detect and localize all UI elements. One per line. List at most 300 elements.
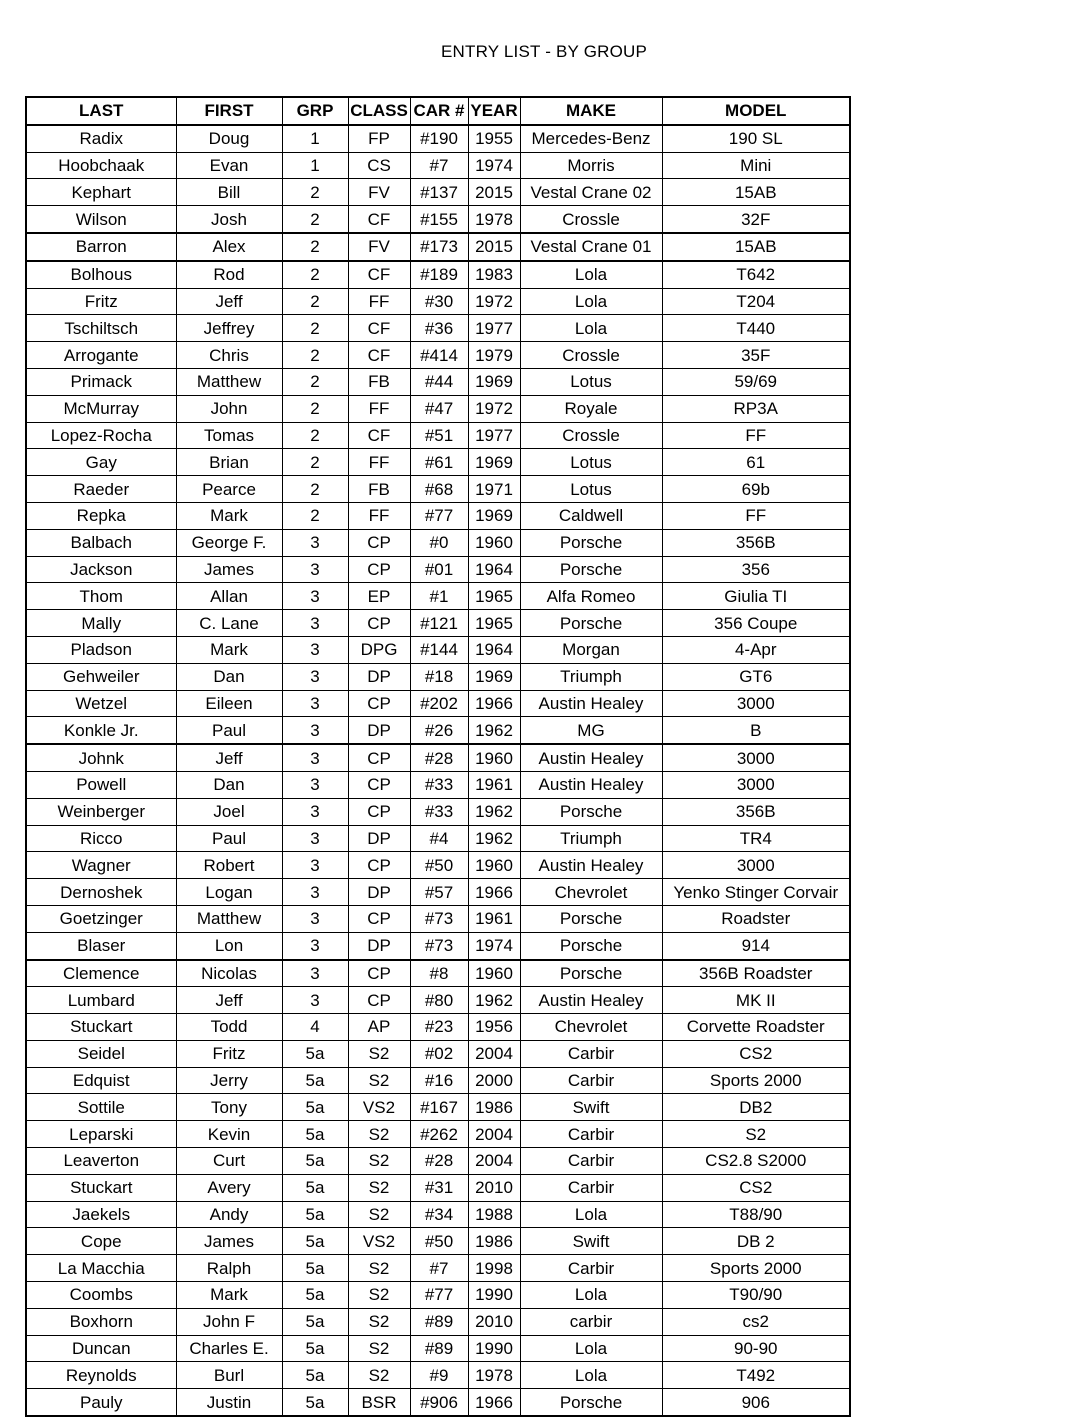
col-model-cell: T492 <box>662 1362 850 1389</box>
col-make-cell: Chevrolet <box>520 879 662 906</box>
col-grp-cell: 5a <box>282 1282 348 1309</box>
col-car-number-cell: #31 <box>410 1174 468 1201</box>
col-year-cell: 1962 <box>468 825 520 852</box>
col-year-cell: 1962 <box>468 798 520 825</box>
col-make-cell: Lola <box>520 1335 662 1362</box>
col-make-cell: Porsche <box>520 610 662 637</box>
col-first-cell: James <box>176 556 282 583</box>
col-model-cell: 914 <box>662 932 850 959</box>
col-make-cell: Swift <box>520 1094 662 1121</box>
table-row <box>26 1148 850 1175</box>
col-model-cell: DB 2 <box>662 1228 850 1255</box>
col-first-cell: Josh <box>176 206 282 233</box>
col-grp-cell: 3 <box>282 610 348 637</box>
col-car-number-cell: #414 <box>410 342 468 369</box>
col-car-number-cell: #68 <box>410 476 468 503</box>
col-car-number-cell: #189 <box>410 261 468 288</box>
col-car-number-cell: #18 <box>410 663 468 690</box>
col-model-cell: 69b <box>662 476 850 503</box>
col-class-cell: S2 <box>348 1335 410 1362</box>
col-grp-cell: 3 <box>282 556 348 583</box>
col-grp-cell: 3 <box>282 663 348 690</box>
col-grp-cell: 1 <box>282 125 348 152</box>
col-make-cell: Porsche <box>520 905 662 932</box>
col-class-cell: DP <box>348 717 410 744</box>
col-class-header: CLASS <box>348 97 410 125</box>
col-grp-cell: 3 <box>282 798 348 825</box>
table-row <box>26 315 850 342</box>
col-grp-cell: 5a <box>282 1040 348 1067</box>
col-first-cell: Matthew <box>176 368 282 395</box>
col-last-cell: Lumbard <box>26 987 176 1014</box>
col-model-cell: MK II <box>662 987 850 1014</box>
col-year-cell: 1972 <box>468 395 520 422</box>
table-row <box>26 771 850 798</box>
col-last-cell: Fritz <box>26 288 176 315</box>
col-year-cell: 1965 <box>468 583 520 610</box>
table-row <box>26 1201 850 1228</box>
col-first-cell: C. Lane <box>176 610 282 637</box>
col-last-header: LAST <box>26 97 176 125</box>
table-row <box>26 798 850 825</box>
col-car-number-cell: #33 <box>410 798 468 825</box>
col-car-number-cell: #01 <box>410 556 468 583</box>
col-year-cell: 1966 <box>468 879 520 906</box>
col-class-cell: S2 <box>348 1201 410 1228</box>
col-car-number-cell: #4 <box>410 825 468 852</box>
col-model-cell: 3000 <box>662 744 850 771</box>
col-last-cell: Coombs <box>26 1282 176 1309</box>
col-class-cell: DP <box>348 932 410 959</box>
col-year-cell: 2000 <box>468 1067 520 1094</box>
col-year-cell: 1966 <box>468 690 520 717</box>
col-car-number-cell: #28 <box>410 1148 468 1175</box>
col-model-cell: FF <box>662 422 850 449</box>
col-year-cell: 1962 <box>468 717 520 744</box>
col-first-cell: Tony <box>176 1094 282 1121</box>
col-first-cell: Evan <box>176 152 282 179</box>
col-grp-cell: 3 <box>282 987 348 1014</box>
col-last-cell: Sottile <box>26 1094 176 1121</box>
col-model-cell: 35F <box>662 342 850 369</box>
col-car-number-cell: #89 <box>410 1308 468 1335</box>
table-row <box>26 1174 850 1201</box>
col-model-cell: 15AB <box>662 179 850 206</box>
col-year-cell: 1979 <box>468 342 520 369</box>
col-car-number-cell: #144 <box>410 636 468 663</box>
col-model-cell: RP3A <box>662 395 850 422</box>
col-model-cell: FF <box>662 502 850 529</box>
col-grp-cell: 2 <box>282 233 348 261</box>
col-model-cell: Mini <box>662 152 850 179</box>
table-row <box>26 932 850 959</box>
col-last-cell: Arrogante <box>26 342 176 369</box>
col-make-cell: Mercedes-Benz <box>520 125 662 152</box>
col-model-cell: CS2 <box>662 1174 850 1201</box>
table-row <box>26 1014 850 1041</box>
col-year-cell: 1961 <box>468 771 520 798</box>
col-last-cell: Stuckart <box>26 1174 176 1201</box>
col-first-cell: Tomas <box>176 422 282 449</box>
table-row <box>26 960 850 987</box>
col-model-cell: CS2.8 S2000 <box>662 1148 850 1175</box>
col-first-cell: Paul <box>176 825 282 852</box>
col-class-cell: S2 <box>348 1282 410 1309</box>
col-year-cell: 1961 <box>468 905 520 932</box>
table-row <box>26 825 850 852</box>
col-year-cell: 1960 <box>468 744 520 771</box>
col-year-cell: 2004 <box>468 1040 520 1067</box>
col-make-cell: Carbir <box>520 1148 662 1175</box>
col-make-cell: Austin Healey <box>520 744 662 771</box>
col-grp-cell: 2 <box>282 261 348 288</box>
col-class-cell: FF <box>348 449 410 476</box>
col-grp-cell: 5a <box>282 1228 348 1255</box>
col-grp-cell: 2 <box>282 449 348 476</box>
col-grp-cell: 5a <box>282 1201 348 1228</box>
col-model-cell: T204 <box>662 288 850 315</box>
col-first-cell: Jeffrey <box>176 315 282 342</box>
col-class-cell: CP <box>348 905 410 932</box>
col-last-cell: Seidel <box>26 1040 176 1067</box>
col-model-cell: Sports 2000 <box>662 1255 850 1282</box>
col-car-number-cell: #80 <box>410 987 468 1014</box>
col-grp-cell: 3 <box>282 690 348 717</box>
col-year-cell: 1998 <box>468 1255 520 1282</box>
col-make-cell: Lotus <box>520 476 662 503</box>
col-last-cell: Johnk <box>26 744 176 771</box>
col-model-cell: 3000 <box>662 852 850 879</box>
col-model-cell: Sports 2000 <box>662 1067 850 1094</box>
col-grp-cell: 5a <box>282 1094 348 1121</box>
table-row <box>26 233 850 261</box>
col-car-number-cell: #34 <box>410 1201 468 1228</box>
col-last-cell: Ricco <box>26 825 176 852</box>
col-first-cell: Chris <box>176 342 282 369</box>
col-last-cell: Mally <box>26 610 176 637</box>
col-class-cell: FV <box>348 179 410 206</box>
col-model-cell: cs2 <box>662 1308 850 1335</box>
col-class-cell: CP <box>348 798 410 825</box>
col-class-cell: VS2 <box>348 1228 410 1255</box>
col-model-cell: T88/90 <box>662 1201 850 1228</box>
table-row <box>26 1067 850 1094</box>
col-grp-cell: 2 <box>282 422 348 449</box>
col-class-cell: FB <box>348 476 410 503</box>
col-last-cell: Wilson <box>26 206 176 233</box>
col-car-number-cell: #77 <box>410 502 468 529</box>
col-class-cell: CP <box>348 610 410 637</box>
col-last-cell: Primack <box>26 368 176 395</box>
col-model-cell: T642 <box>662 261 850 288</box>
col-car-number-cell: #57 <box>410 879 468 906</box>
col-last-cell: Weinberger <box>26 798 176 825</box>
col-class-cell: FF <box>348 502 410 529</box>
col-model-cell: CS2 <box>662 1040 850 1067</box>
col-last-cell: Gehweiler <box>26 663 176 690</box>
col-last-cell: Clemence <box>26 960 176 987</box>
col-grp-cell: 3 <box>282 717 348 744</box>
table-row <box>26 125 850 152</box>
col-grp-cell: 3 <box>282 529 348 556</box>
col-model-cell: 190 SL <box>662 125 850 152</box>
col-car-number-cell: #26 <box>410 717 468 744</box>
col-year-cell: 1983 <box>468 261 520 288</box>
col-first-cell: John <box>176 395 282 422</box>
col-car-number-cell: #7 <box>410 152 468 179</box>
col-class-cell: CP <box>348 771 410 798</box>
col-make-cell: Vestal Crane 01 <box>520 233 662 261</box>
col-car-number-cell: #202 <box>410 690 468 717</box>
col-car-number-cell: #262 <box>410 1121 468 1148</box>
col-make-cell: Carbir <box>520 1121 662 1148</box>
col-last-cell: Blaser <box>26 932 176 959</box>
col-model-cell: 356B <box>662 798 850 825</box>
col-grp-cell: 5a <box>282 1362 348 1389</box>
col-car-number-cell: #02 <box>410 1040 468 1067</box>
col-model-cell: 61 <box>662 449 850 476</box>
col-class-cell: DP <box>348 825 410 852</box>
col-first-cell: Jeff <box>176 987 282 1014</box>
col-model-cell: GT6 <box>662 663 850 690</box>
col-model-cell: 90-90 <box>662 1335 850 1362</box>
col-car-number-cell: #0 <box>410 529 468 556</box>
col-class-cell: AP <box>348 1014 410 1041</box>
col-last-cell: Pauly <box>26 1389 176 1416</box>
entry-table <box>25 96 851 1417</box>
col-make-cell: Morris <box>520 152 662 179</box>
col-year-cell: 1974 <box>468 152 520 179</box>
col-first-cell: Bill <box>176 179 282 206</box>
col-grp-cell: 2 <box>282 502 348 529</box>
col-grp-cell: 2 <box>282 342 348 369</box>
col-grp-cell: 2 <box>282 179 348 206</box>
col-year-cell: 1969 <box>468 663 520 690</box>
col-grp-cell: 3 <box>282 932 348 959</box>
col-year-cell: 1956 <box>468 1014 520 1041</box>
col-model-cell: Giulia TI <box>662 583 850 610</box>
col-last-cell: Reynolds <box>26 1362 176 1389</box>
col-car-number-cell: #121 <box>410 610 468 637</box>
col-make-cell: Carbir <box>520 1255 662 1282</box>
col-make-cell: Porsche <box>520 960 662 987</box>
col-car-number-cell: #30 <box>410 288 468 315</box>
col-first-cell: Joel <box>176 798 282 825</box>
col-class-cell: CP <box>348 987 410 1014</box>
col-make-cell: Crossle <box>520 422 662 449</box>
col-first-cell: Mark <box>176 636 282 663</box>
col-car-number-cell: #1 <box>410 583 468 610</box>
col-last-cell: Cope <box>26 1228 176 1255</box>
col-make-cell: Lotus <box>520 449 662 476</box>
col-year-cell: 1986 <box>468 1094 520 1121</box>
col-last-cell: Dernoshek <box>26 879 176 906</box>
col-model-cell: 4-Apr <box>662 636 850 663</box>
col-year-cell: 1969 <box>468 368 520 395</box>
table-row <box>26 879 850 906</box>
col-grp-cell: 5a <box>282 1335 348 1362</box>
col-last-cell: Leparski <box>26 1121 176 1148</box>
col-first-cell: Eileen <box>176 690 282 717</box>
col-model-cell: 356B <box>662 529 850 556</box>
table-row <box>26 556 850 583</box>
table-row <box>26 261 850 288</box>
col-first-cell: Ralph <box>176 1255 282 1282</box>
col-grp-cell: 2 <box>282 476 348 503</box>
col-model-cell: 32F <box>662 206 850 233</box>
col-class-cell: CP <box>348 852 410 879</box>
col-class-cell: DP <box>348 663 410 690</box>
col-grp-cell: 3 <box>282 960 348 987</box>
col-first-cell: Alex <box>176 233 282 261</box>
col-last-cell: Bolhous <box>26 261 176 288</box>
col-make-cell: Vestal Crane 02 <box>520 179 662 206</box>
col-car-number-cell: #9 <box>410 1362 468 1389</box>
col-year-cell: 1988 <box>468 1201 520 1228</box>
col-first-cell: Curt <box>176 1148 282 1175</box>
col-make-cell: MG <box>520 717 662 744</box>
col-last-cell: Edquist <box>26 1067 176 1094</box>
col-year-cell: 1969 <box>468 449 520 476</box>
col-first-cell: Doug <box>176 125 282 152</box>
col-grp-cell: 5a <box>282 1067 348 1094</box>
table-row <box>26 610 850 637</box>
col-make-cell: Porsche <box>520 529 662 556</box>
col-grp-cell: 4 <box>282 1014 348 1041</box>
table-row <box>26 1121 850 1148</box>
col-make-cell: Lola <box>520 261 662 288</box>
col-class-cell: CP <box>348 529 410 556</box>
col-class-cell: FF <box>348 395 410 422</box>
col-car-number-cell: #190 <box>410 125 468 152</box>
col-model-header: MODEL <box>662 97 850 125</box>
col-make-cell: Royale <box>520 395 662 422</box>
col-year-cell: 2010 <box>468 1174 520 1201</box>
col-model-cell: Corvette Roadster <box>662 1014 850 1041</box>
col-year-cell: 1972 <box>468 288 520 315</box>
table-row <box>26 852 850 879</box>
col-make-cell: Porsche <box>520 1389 662 1416</box>
col-year-cell: 2015 <box>468 233 520 261</box>
col-first-cell: Justin <box>176 1389 282 1416</box>
col-year-cell: 1962 <box>468 987 520 1014</box>
col-make-cell: Austin Healey <box>520 987 662 1014</box>
col-model-cell: 356 Coupe <box>662 610 850 637</box>
col-last-cell: Pladson <box>26 636 176 663</box>
col-first-cell: Pearce <box>176 476 282 503</box>
col-model-cell: T440 <box>662 315 850 342</box>
col-class-cell: CP <box>348 690 410 717</box>
col-grp-cell: 5a <box>282 1121 348 1148</box>
col-first-cell: Kevin <box>176 1121 282 1148</box>
col-last-cell: Leaverton <box>26 1148 176 1175</box>
col-car-number-cell: #7 <box>410 1255 468 1282</box>
col-class-cell: S2 <box>348 1067 410 1094</box>
table-body <box>26 125 850 1416</box>
col-year-cell: 1966 <box>468 1389 520 1416</box>
col-grp-cell: 5a <box>282 1255 348 1282</box>
col-last-cell: Repka <box>26 502 176 529</box>
col-make-cell: Lola <box>520 1282 662 1309</box>
col-model-cell: DB2 <box>662 1094 850 1121</box>
table-row <box>26 717 850 744</box>
col-first-cell: Fritz <box>176 1040 282 1067</box>
col-grp-cell: 2 <box>282 315 348 342</box>
col-make-cell: Morgan <box>520 636 662 663</box>
col-first-cell: Mark <box>176 502 282 529</box>
col-model-cell: Roadster <box>662 905 850 932</box>
col-last-cell: Jaekels <box>26 1201 176 1228</box>
table-row <box>26 987 850 1014</box>
table-row <box>26 206 850 233</box>
col-car-number-cell: #50 <box>410 852 468 879</box>
col-make-cell: Austin Healey <box>520 690 662 717</box>
col-last-cell: Wetzel <box>26 690 176 717</box>
col-last-cell: Jackson <box>26 556 176 583</box>
col-last-cell: Raeder <box>26 476 176 503</box>
col-grp-cell: 5a <box>282 1389 348 1416</box>
col-grp-cell: 3 <box>282 744 348 771</box>
col-grp-header: GRP <box>282 97 348 125</box>
col-car-number-cell: #137 <box>410 179 468 206</box>
table-row <box>26 1040 850 1067</box>
col-model-cell: 59/69 <box>662 368 850 395</box>
col-make-cell: Austin Healey <box>520 852 662 879</box>
col-class-cell: DPG <box>348 636 410 663</box>
col-grp-cell: 2 <box>282 368 348 395</box>
col-class-cell: FP <box>348 125 410 152</box>
col-model-cell: S2 <box>662 1121 850 1148</box>
col-last-cell: Thom <box>26 583 176 610</box>
col-last-cell: Gay <box>26 449 176 476</box>
col-year-cell: 1955 <box>468 125 520 152</box>
col-make-cell: Austin Healey <box>520 771 662 798</box>
col-make-cell: Porsche <box>520 556 662 583</box>
col-car-number-cell: #167 <box>410 1094 468 1121</box>
col-class-cell: CF <box>348 315 410 342</box>
col-grp-cell: 2 <box>282 206 348 233</box>
col-first-cell: Nicolas <box>176 960 282 987</box>
col-grp-cell: 3 <box>282 852 348 879</box>
col-make-cell: Triumph <box>520 825 662 852</box>
col-car-number-cell: #47 <box>410 395 468 422</box>
col-class-cell: FB <box>348 368 410 395</box>
table-row <box>26 1389 850 1416</box>
table-row <box>26 690 850 717</box>
col-first-cell: Burl <box>176 1362 282 1389</box>
table-row <box>26 583 850 610</box>
col-year-cell: 2004 <box>468 1148 520 1175</box>
col-model-cell: B <box>662 717 850 744</box>
table-row <box>26 152 850 179</box>
col-class-cell: BSR <box>348 1389 410 1416</box>
table-row <box>26 905 850 932</box>
col-first-cell: Matthew <box>176 905 282 932</box>
col-make-cell: Porsche <box>520 798 662 825</box>
col-first-cell: John F <box>176 1308 282 1335</box>
col-make-header: MAKE <box>520 97 662 125</box>
col-make-cell: Carbir <box>520 1067 662 1094</box>
col-year-cell: 1990 <box>468 1282 520 1309</box>
col-car-number-cell: #77 <box>410 1282 468 1309</box>
col-class-cell: CF <box>348 342 410 369</box>
table-row <box>26 422 850 449</box>
col-make-cell: Carbir <box>520 1040 662 1067</box>
table-row <box>26 1282 850 1309</box>
col-last-cell: Duncan <box>26 1335 176 1362</box>
col-year-cell: 1978 <box>468 1362 520 1389</box>
col-car-number-cell: #173 <box>410 233 468 261</box>
